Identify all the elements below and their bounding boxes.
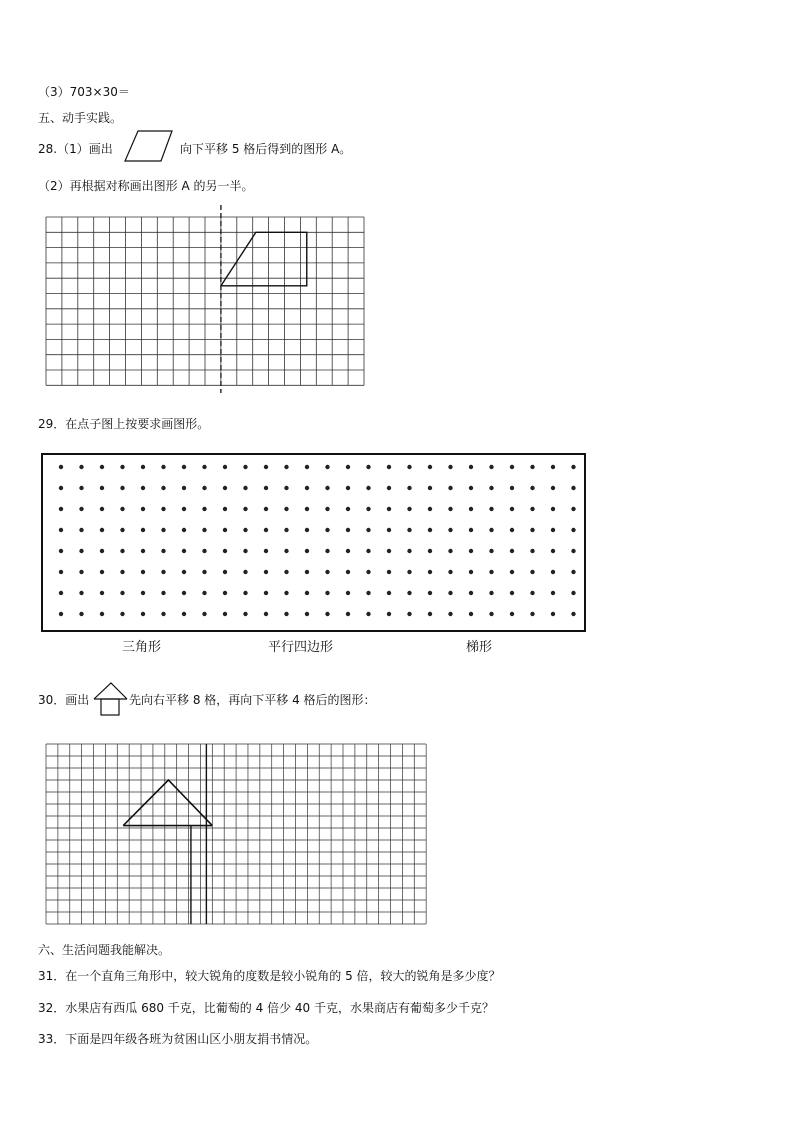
house-shape-icon [93,681,129,717]
section-5-title: 五、动手实践。 [38,111,123,125]
parallelogram-icon [124,130,176,164]
dot-grid-label-trapezoid: 梯形 [466,640,493,655]
section-6-title: 六、生活问题我能解决。 [38,943,171,957]
question-703x30: （3）703×30＝ [38,85,130,99]
grid-lines [46,744,426,924]
dot-grid-label-parallelogram: 平行四边形 [268,640,334,655]
question-31: 31．在一个直角三角形中，较大锐角的度数是较小锐角的 5 倍，较大的锐角是多少度？ [38,969,501,983]
question-30-suffix: 先向右平移 8 格，再向下平移 4 格后的图形： [129,693,376,707]
dots [59,465,576,616]
grid-lines [46,217,364,385]
question-33: 33．下面是四年级各班为贫困山区小朋友捐书情况。 [38,1032,318,1046]
q30-square-grid[interactable] [44,742,432,932]
question-29: 29．在点子图上按要求画图形。 [38,417,210,431]
dot-grid-label-triangle: 三角形 [122,640,162,655]
question-28-suffix: 向下平移 5 格后得到的图形 A。 [180,142,352,156]
q28-square-grid[interactable] [40,205,370,393]
question-32: 32．水果店有西瓜 680 千克，比葡萄的 4 倍少 40 千克，水果商店有葡萄多少千克？ [38,1001,494,1015]
question-28-part2: （2）再根据对称画出图形 A 的另一半。 [38,179,254,193]
question-28-prefix: 28.（1）画出 [38,142,113,156]
q29-dot-grid[interactable] [40,452,588,634]
dot-grid-border [42,454,585,631]
question-30-prefix: 30．画出 [38,693,90,707]
